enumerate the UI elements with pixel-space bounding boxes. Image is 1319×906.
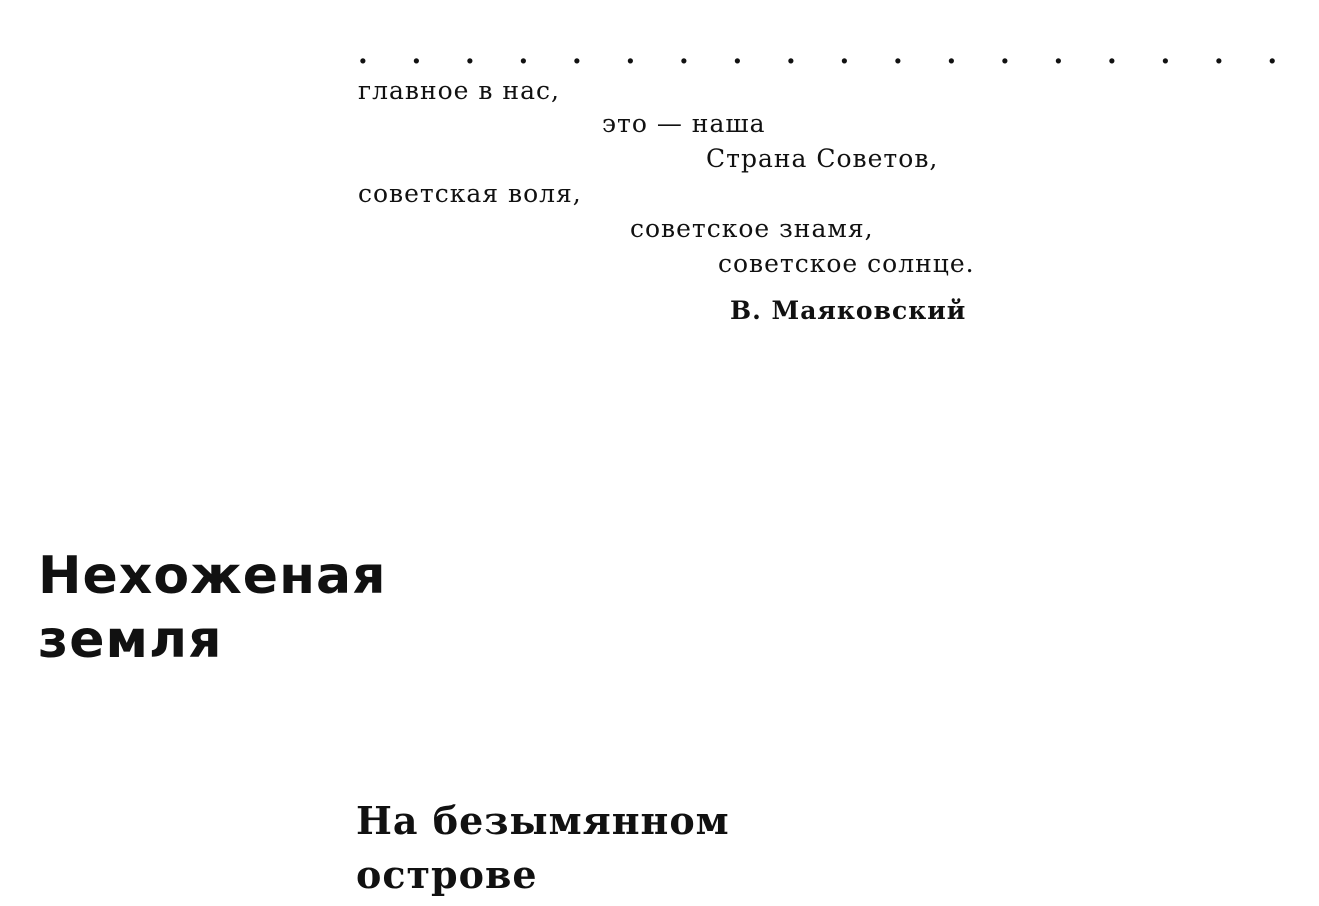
poem-ellipsis: . . . . . . . . . . . . . . . . . . xyxy=(358,37,1295,70)
poem-line: Страна Советов, xyxy=(706,144,939,173)
poem-line: это — наша xyxy=(602,109,766,138)
section-title xyxy=(356,794,730,902)
section-title-line: На безымянном xyxy=(356,798,730,843)
poem-line: советское солнце. xyxy=(718,249,975,278)
poem-line: советская воля, xyxy=(358,179,582,208)
chapter-title xyxy=(38,544,386,672)
chapter-title-line: земля xyxy=(38,610,223,670)
section-title-line: острове xyxy=(356,852,538,897)
chapter-title-line: Нехоженая xyxy=(38,546,387,606)
poem-line: главное в нас, xyxy=(358,76,560,105)
poem-author: В. Маяковский xyxy=(730,296,967,325)
poem-line: советское знамя, xyxy=(630,214,874,243)
